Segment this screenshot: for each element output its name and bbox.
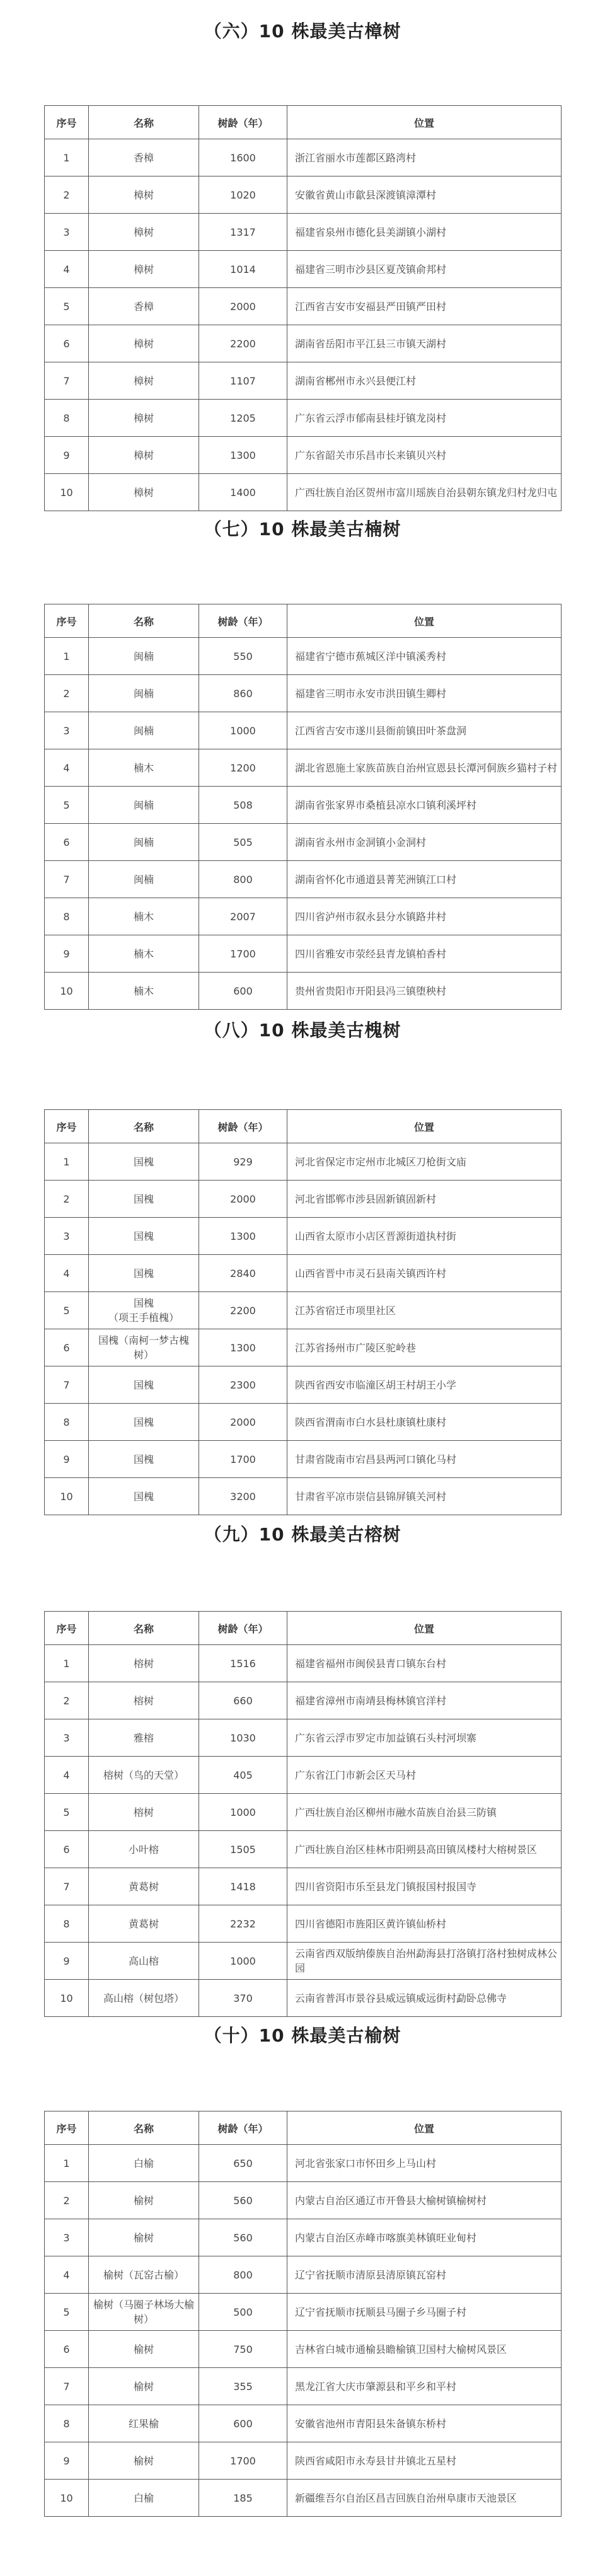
header-age: 树龄（年） xyxy=(199,604,287,638)
cell-age: 1020 xyxy=(199,176,287,214)
cell-name: 楠木 xyxy=(89,749,199,787)
cell-age: 1418 xyxy=(199,1868,287,1905)
header-age: 树龄（年） xyxy=(199,1612,287,1645)
cell-name: 黄葛树 xyxy=(89,1905,199,1943)
cell-no: 5 xyxy=(45,1794,89,1831)
cell-location: 贵州省贵阳市开阳县冯三镇堕秧村 xyxy=(287,973,562,1010)
cell-age: 1000 xyxy=(199,712,287,749)
cell-no: 2 xyxy=(45,2182,89,2219)
cell-no: 9 xyxy=(45,1441,89,1478)
cell-no: 10 xyxy=(45,1478,89,1515)
cell-age: 650 xyxy=(199,2145,287,2182)
cell-no: 4 xyxy=(45,1255,89,1292)
table-row xyxy=(45,1255,562,1292)
cell-no: 3 xyxy=(45,214,89,251)
cell-age: 185 xyxy=(199,2480,287,2517)
cell-no: 8 xyxy=(45,898,89,935)
cell-no: 3 xyxy=(45,1218,89,1255)
cell-no: 8 xyxy=(45,400,89,437)
cell-location: 广东省江门市新会区天马村 xyxy=(287,1757,562,1794)
header-location: 位置 xyxy=(287,106,562,139)
cell-name: 楠木 xyxy=(89,935,199,973)
cell-name: 国槐 xyxy=(89,1255,199,1292)
cell-age: 2200 xyxy=(199,325,287,362)
table-row xyxy=(45,474,562,511)
cell-location: 湖南省郴州市永兴县便江村 xyxy=(287,362,562,400)
cell-no: 2 xyxy=(45,1181,89,1218)
cell-location: 江西省吉安市遂川县衙前镇田叶茶盘洞 xyxy=(287,712,562,749)
cell-no: 5 xyxy=(45,2294,89,2331)
cell-no: 2 xyxy=(45,1682,89,1719)
table-row xyxy=(45,1831,562,1868)
cell-location: 湖南省怀化市通道县菁芜洲镇江口村 xyxy=(287,861,562,898)
header-no: 序号 xyxy=(45,604,89,638)
cell-name: 国槐 xyxy=(89,1181,199,1218)
cell-name: 黄葛树 xyxy=(89,1868,199,1905)
cell-age: 560 xyxy=(199,2219,287,2256)
table-row xyxy=(45,1366,562,1404)
cell-name: 国槐 xyxy=(89,1404,199,1441)
table-row xyxy=(45,1868,562,1905)
header-age: 树龄（年） xyxy=(199,1110,287,1143)
cell-age: 370 xyxy=(199,1980,287,2017)
cell-location: 安徽省黄山市歙县深渡镇漳潭村 xyxy=(287,176,562,214)
cell-location: 安徽省池州市青阳县朱备镇东桥村 xyxy=(287,2405,562,2442)
table-row xyxy=(45,1943,562,1980)
cell-age: 1014 xyxy=(199,251,287,288)
cell-name: 樟树 xyxy=(89,437,199,474)
table-row xyxy=(45,935,562,973)
cell-age: 405 xyxy=(199,1757,287,1794)
cell-name: 榕树 xyxy=(89,1682,199,1719)
table-row xyxy=(45,2294,562,2331)
table-row xyxy=(45,139,562,176)
cell-location: 河北省保定市定州市北城区刀枪街文庙 xyxy=(287,1143,562,1181)
cell-age: 1000 xyxy=(199,1794,287,1831)
section-title: （八）10 株最美古槐树 xyxy=(204,1020,401,1041)
cell-name: 榕树 xyxy=(89,1645,199,1682)
cell-age: 1300 xyxy=(199,1329,287,1366)
cell-name: 国槐（南柯一梦古槐树） xyxy=(89,1329,199,1366)
cell-location: 湖南省永州市金洞镇小金洞村 xyxy=(287,824,562,861)
cell-age: 600 xyxy=(199,973,287,1010)
cell-name: 榆树（马圈子林场大榆树） xyxy=(89,2294,199,2331)
cell-age: 1700 xyxy=(199,2442,287,2480)
cell-age: 355 xyxy=(199,2368,287,2405)
header-no: 序号 xyxy=(45,106,89,139)
table-row xyxy=(45,2480,562,2517)
table-row xyxy=(45,176,562,214)
cell-name: 榆树 xyxy=(89,2331,199,2368)
cell-no: 4 xyxy=(45,749,89,787)
cell-no: 1 xyxy=(45,1645,89,1682)
cell-age: 550 xyxy=(199,638,287,675)
cell-no: 7 xyxy=(45,1868,89,1905)
cell-name: 榕树 xyxy=(89,1794,199,1831)
cell-location: 四川省德阳市旌阳区黄许镇仙桥村 xyxy=(287,1905,562,1943)
cell-no: 3 xyxy=(45,1719,89,1757)
cell-location: 江西省吉安市安福县严田镇严田村 xyxy=(287,288,562,325)
cell-no: 9 xyxy=(45,2442,89,2480)
table-row xyxy=(45,400,562,437)
cell-age: 2232 xyxy=(199,1905,287,1943)
cell-location: 广东省韶关市乐昌市长来镇贝兴村 xyxy=(287,437,562,474)
cell-no: 1 xyxy=(45,139,89,176)
table-header-row xyxy=(45,1110,562,1143)
cell-age: 508 xyxy=(199,787,287,824)
cell-age: 2200 xyxy=(199,1292,287,1329)
cell-location: 福建省宁德市蕉城区洋中镇溪秀村 xyxy=(287,638,562,675)
cell-name: 闽楠 xyxy=(89,787,199,824)
cell-no: 5 xyxy=(45,1292,89,1329)
cell-location: 湖南省张家界市桑植县凉水口镇利溪坪村 xyxy=(287,787,562,824)
table-row xyxy=(45,1292,562,1329)
cell-location: 广东省云浮市郁南县桂圩镇龙岗村 xyxy=(287,400,562,437)
section-title: （六）10 株最美古樟树 xyxy=(204,21,401,42)
cell-age: 1000 xyxy=(199,1943,287,1980)
header-name: 名称 xyxy=(89,106,199,139)
cell-no: 7 xyxy=(45,861,89,898)
table-row xyxy=(45,214,562,251)
cell-location: 福建省三明市永安市洪田镇生卿村 xyxy=(287,675,562,712)
cell-age: 660 xyxy=(199,1682,287,1719)
cell-no: 7 xyxy=(45,2368,89,2405)
cell-age: 800 xyxy=(199,861,287,898)
cell-name: 香樟 xyxy=(89,288,199,325)
table-row xyxy=(45,2145,562,2182)
cell-age: 750 xyxy=(199,2331,287,2368)
cell-location: 云南省普洱市景谷县威远镇威远街村勐卧总佛寺 xyxy=(287,1980,562,2017)
cell-age: 929 xyxy=(199,1143,287,1181)
cell-location: 浙江省丽水市莲都区路湾村 xyxy=(287,139,562,176)
cell-location: 四川省雅安市荥经县青龙镇柏香村 xyxy=(287,935,562,973)
cell-name: 国槐 xyxy=(89,1478,199,1515)
cell-no: 9 xyxy=(45,1943,89,1980)
cell-name: 白榆 xyxy=(89,2145,199,2182)
table-row xyxy=(45,1757,562,1794)
table-row xyxy=(45,1181,562,1218)
cell-name: 樟树 xyxy=(89,176,199,214)
cell-location: 山西省晋中市灵石县南关镇西许村 xyxy=(287,1255,562,1292)
cell-age: 1700 xyxy=(199,935,287,973)
cell-location: 江苏省扬州市广陵区驼岭巷 xyxy=(287,1329,562,1366)
cell-age: 800 xyxy=(199,2256,287,2294)
cell-name: 雅榕 xyxy=(89,1719,199,1757)
tree-table xyxy=(44,1611,562,2017)
cell-no: 1 xyxy=(45,2145,89,2182)
header-no: 序号 xyxy=(45,1612,89,1645)
cell-no: 10 xyxy=(45,1980,89,2017)
cell-no: 1 xyxy=(45,638,89,675)
cell-age: 1200 xyxy=(199,749,287,787)
cell-age: 2000 xyxy=(199,1181,287,1218)
cell-age: 500 xyxy=(199,2294,287,2331)
table-row xyxy=(45,712,562,749)
cell-no: 8 xyxy=(45,1404,89,1441)
table-row xyxy=(45,2368,562,2405)
tree-table xyxy=(44,604,562,1010)
cell-name: 高山榕 xyxy=(89,1943,199,1980)
cell-no: 10 xyxy=(45,2480,89,2517)
cell-location: 河北省邯郸市涉县固新镇固新村 xyxy=(287,1181,562,1218)
cell-name: 国槐 xyxy=(89,1143,199,1181)
cell-name: 樟树 xyxy=(89,474,199,511)
cell-location: 内蒙古自治区赤峰市喀旗美林镇旺业甸村 xyxy=(287,2219,562,2256)
cell-age: 2000 xyxy=(199,288,287,325)
cell-no: 10 xyxy=(45,973,89,1010)
table-row xyxy=(45,437,562,474)
cell-name: 国槐 xyxy=(89,1441,199,1478)
table-row xyxy=(45,2331,562,2368)
table-row xyxy=(45,1143,562,1181)
cell-name: 榆树 xyxy=(89,2219,199,2256)
tree-table xyxy=(44,1109,562,1515)
table-row xyxy=(45,2182,562,2219)
table-row xyxy=(45,325,562,362)
cell-age: 2300 xyxy=(199,1366,287,1404)
cell-name: 樟树 xyxy=(89,325,199,362)
cell-name: 闽楠 xyxy=(89,638,199,675)
cell-no: 2 xyxy=(45,176,89,214)
cell-age: 1030 xyxy=(199,1719,287,1757)
cell-name: 榆树 xyxy=(89,2442,199,2480)
cell-no: 1 xyxy=(45,1143,89,1181)
cell-name: 樟树 xyxy=(89,251,199,288)
cell-age: 1600 xyxy=(199,139,287,176)
header-name: 名称 xyxy=(89,604,199,638)
cell-no: 10 xyxy=(45,474,89,511)
cell-location: 四川省资阳市乐至县龙门镇报国村报国寺 xyxy=(287,1868,562,1905)
cell-no: 6 xyxy=(45,2331,89,2368)
cell-no: 9 xyxy=(45,935,89,973)
header-location: 位置 xyxy=(287,604,562,638)
cell-no: 4 xyxy=(45,251,89,288)
table-row xyxy=(45,1980,562,2017)
cell-name: 国槐 xyxy=(89,1218,199,1255)
cell-no: 6 xyxy=(45,1329,89,1366)
table-header-row xyxy=(45,1612,562,1645)
cell-no: 9 xyxy=(45,437,89,474)
cell-no: 4 xyxy=(45,1757,89,1794)
cell-name: 榆树 xyxy=(89,2182,199,2219)
cell-name: 闽楠 xyxy=(89,675,199,712)
cell-age: 3200 xyxy=(199,1478,287,1515)
cell-age: 2000 xyxy=(199,1404,287,1441)
table-row xyxy=(45,1478,562,1515)
table-row xyxy=(45,1794,562,1831)
cell-name: 楠木 xyxy=(89,898,199,935)
cell-name: 榕树（鸟的天堂） xyxy=(89,1757,199,1794)
cell-no: 3 xyxy=(45,2219,89,2256)
cell-location: 广西壮族自治区贺州市富川瑶族自治县朝东镇龙归村龙归屯 xyxy=(287,474,562,511)
table-row xyxy=(45,2405,562,2442)
cell-name: 红果榆 xyxy=(89,2405,199,2442)
table-row xyxy=(45,1645,562,1682)
cell-no: 8 xyxy=(45,1905,89,1943)
cell-location: 湖北省恩施土家族苗族自治州宣恩县长潭河侗族乡猫村子村 xyxy=(287,749,562,787)
section-title: （九）10 株最美古榕树 xyxy=(204,1524,401,1545)
cell-location: 江苏省宿迁市项里社区 xyxy=(287,1292,562,1329)
cell-age: 1317 xyxy=(199,214,287,251)
cell-age: 1700 xyxy=(199,1441,287,1478)
table-row xyxy=(45,1682,562,1719)
table-row xyxy=(45,787,562,824)
cell-no: 7 xyxy=(45,1366,89,1404)
cell-no: 2 xyxy=(45,675,89,712)
cell-location: 福建省漳州市南靖县梅林镇官洋村 xyxy=(287,1682,562,1719)
cell-age: 1107 xyxy=(199,362,287,400)
table-row xyxy=(45,251,562,288)
cell-location: 内蒙古自治区通辽市开鲁县大榆树镇榆树村 xyxy=(287,2182,562,2219)
section-title: （十）10 株最美古榆树 xyxy=(204,2025,401,2046)
cell-name: 樟树 xyxy=(89,362,199,400)
table-header-row xyxy=(45,106,562,139)
cell-no: 5 xyxy=(45,288,89,325)
header-location: 位置 xyxy=(287,1612,562,1645)
cell-age: 860 xyxy=(199,675,287,712)
header-name: 名称 xyxy=(89,1110,199,1143)
header-name: 名称 xyxy=(89,2111,199,2145)
cell-age: 1505 xyxy=(199,1831,287,1868)
table-row xyxy=(45,1441,562,1478)
cell-name: 高山榕（树包塔） xyxy=(89,1980,199,2017)
table-row xyxy=(45,973,562,1010)
cell-location: 福建省福州市闽侯县青口镇东台村 xyxy=(287,1645,562,1682)
cell-name: 白榆 xyxy=(89,2480,199,2517)
cell-location: 陕西省渭南市白水县杜康镇杜康村 xyxy=(287,1404,562,1441)
cell-name: 国槐 xyxy=(89,1366,199,1404)
cell-age: 1400 xyxy=(199,474,287,511)
table-row xyxy=(45,824,562,861)
table-row xyxy=(45,1719,562,1757)
cell-age: 2840 xyxy=(199,1255,287,1292)
cell-name: 楠木 xyxy=(89,973,199,1010)
header-location: 位置 xyxy=(287,1110,562,1143)
cell-location: 辽宁省抚顺市清原县清原镇瓦窑村 xyxy=(287,2256,562,2294)
cell-no: 7 xyxy=(45,362,89,400)
cell-location: 山西省太原市小店区晋源街道执村街 xyxy=(287,1218,562,1255)
cell-location: 广西壮族自治区柳州市融水苗族自治县三防镇 xyxy=(287,1794,562,1831)
cell-name: 樟树 xyxy=(89,214,199,251)
cell-name: 樟树 xyxy=(89,400,199,437)
table-row xyxy=(45,1218,562,1255)
table-row xyxy=(45,1905,562,1943)
cell-age: 600 xyxy=(199,2405,287,2442)
cell-age: 1516 xyxy=(199,1645,287,1682)
table-row xyxy=(45,638,562,675)
cell-age: 560 xyxy=(199,2182,287,2219)
table-row xyxy=(45,2256,562,2294)
cell-location: 福建省泉州市德化县美湖镇小湖村 xyxy=(287,214,562,251)
cell-location: 四川省泸州市叙永县分水镇路井村 xyxy=(287,898,562,935)
cell-location: 云南省西双版纳傣族自治州勐海县打洛镇打洛村独树成林公园 xyxy=(287,1943,562,1980)
table-row xyxy=(45,288,562,325)
tree-table xyxy=(44,2111,562,2517)
cell-location: 广西壮族自治区桂林市阳朔县高田镇凤楼村大榕树景区 xyxy=(287,1831,562,1868)
table-row xyxy=(45,898,562,935)
cell-location: 福建省三明市沙县区夏茂镇俞邦村 xyxy=(287,251,562,288)
cell-location: 新疆维吾尔自治区昌吉回族自治州阜康市天池景区 xyxy=(287,2480,562,2517)
header-age: 树龄（年） xyxy=(199,106,287,139)
cell-name: 香樟 xyxy=(89,139,199,176)
cell-age: 1300 xyxy=(199,1218,287,1255)
cell-no: 4 xyxy=(45,2256,89,2294)
cell-location: 甘肃省平凉市崇信县锦屏镇关河村 xyxy=(287,1478,562,1515)
section-title: （七）10 株最美古楠树 xyxy=(204,519,401,540)
table-header-row xyxy=(45,2111,562,2145)
cell-location: 辽宁省抚顺市抚顺县马圈子乡马圈子村 xyxy=(287,2294,562,2331)
header-name: 名称 xyxy=(89,1612,199,1645)
header-location: 位置 xyxy=(287,2111,562,2145)
cell-no: 5 xyxy=(45,787,89,824)
table-row xyxy=(45,1329,562,1366)
cell-location: 黑龙江省大庆市肇源县和平乡和平村 xyxy=(287,2368,562,2405)
table-row xyxy=(45,675,562,712)
cell-name: 闽楠 xyxy=(89,824,199,861)
cell-age: 2007 xyxy=(199,898,287,935)
table-row xyxy=(45,2442,562,2480)
header-no: 序号 xyxy=(45,1110,89,1143)
cell-no: 6 xyxy=(45,1831,89,1868)
cell-location: 甘肃省陇南市宕昌县两河口镇化马村 xyxy=(287,1441,562,1478)
cell-name: 国槐 （项王手植槐） xyxy=(89,1292,199,1329)
cell-location: 河北省张家口市怀田乡上马山村 xyxy=(287,2145,562,2182)
table-row xyxy=(45,861,562,898)
cell-name: 闽楠 xyxy=(89,712,199,749)
cell-location: 广东省云浮市罗定市加益镇石头村河坝寨 xyxy=(287,1719,562,1757)
cell-no: 3 xyxy=(45,712,89,749)
cell-name: 榆树 xyxy=(89,2368,199,2405)
cell-name: 榆树（瓦窑古榆） xyxy=(89,2256,199,2294)
cell-location: 湖南省岳阳市平江县三市镇天湖村 xyxy=(287,325,562,362)
header-no: 序号 xyxy=(45,2111,89,2145)
cell-name: 闽楠 xyxy=(89,861,199,898)
cell-age: 1205 xyxy=(199,400,287,437)
cell-no: 6 xyxy=(45,325,89,362)
table-row xyxy=(45,362,562,400)
table-row xyxy=(45,2219,562,2256)
table-row xyxy=(45,749,562,787)
cell-name: 小叶榕 xyxy=(89,1831,199,1868)
cell-age: 1300 xyxy=(199,437,287,474)
cell-location: 陕西省咸阳市永寿县甘井镇北五星村 xyxy=(287,2442,562,2480)
table-row xyxy=(45,1404,562,1441)
cell-age: 505 xyxy=(199,824,287,861)
cell-location: 吉林省白城市通榆县瞻榆镇卫国村大榆树风景区 xyxy=(287,2331,562,2368)
table-header-row xyxy=(45,604,562,638)
header-age: 树龄（年） xyxy=(199,2111,287,2145)
tree-table xyxy=(44,105,562,511)
cell-location: 陕西省西安市临潼区胡王村胡王小学 xyxy=(287,1366,562,1404)
cell-no: 6 xyxy=(45,824,89,861)
cell-no: 8 xyxy=(45,2405,89,2442)
